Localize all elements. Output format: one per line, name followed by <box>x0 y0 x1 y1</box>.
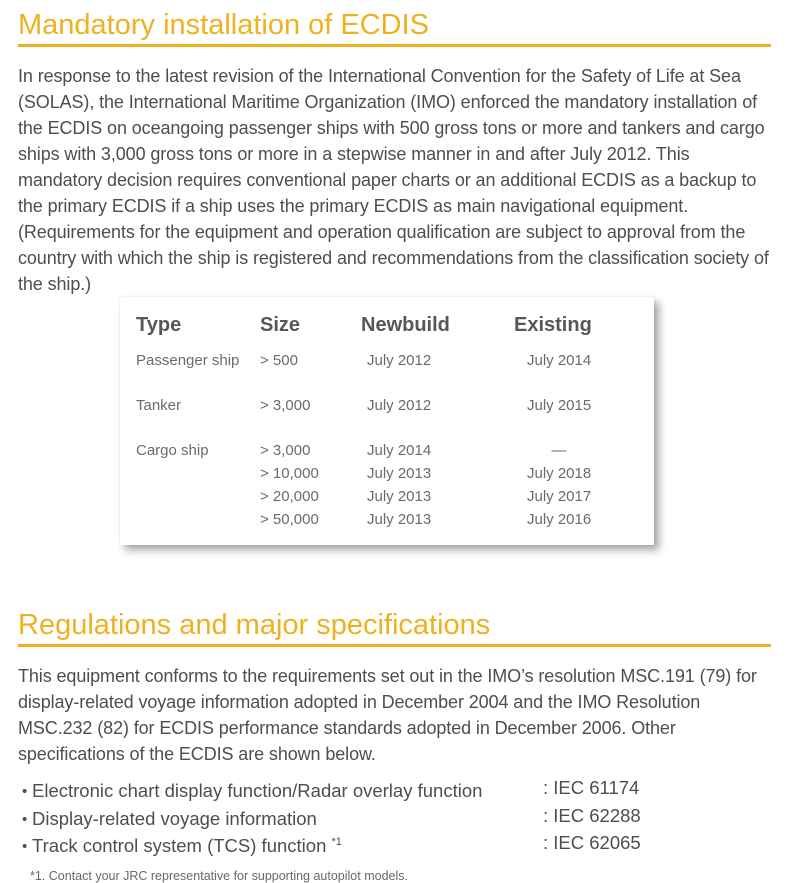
cell-type <box>136 462 260 485</box>
no-date-dash: — <box>551 442 567 459</box>
installation-schedule-card <box>120 297 654 545</box>
spec-label-text: Electronic chart display function/Radar overlay function <box>32 780 483 802</box>
cell-size: > 10,000 <box>260 465 319 482</box>
cell-type <box>136 508 260 531</box>
cell-existing: July 2016 <box>527 511 592 528</box>
bullet-marker: • <box>22 838 28 856</box>
cell-type: Cargo ship <box>136 442 209 459</box>
cell-existing: July 2014 <box>527 352 592 369</box>
mandatory-installation-paragraph: In response to the latest revision of the International Convention for the Safety of Life at Sea (SOLAS), the International Maritime Organization (IMO) enforced the mandatory installation of the ECDIS on oceangoing passenger ships with 500 gross tons or more and tankers and cargo ships with 3,000 gross tons or more in a stepwise manner in and after July 2012. This mandatory decision requires conventional paper charts or an additional ECDIS as a backup to the primary ECDIS if a ship uses the primary ECDIS as main navigational equipment. (Requirements for the equipment and operation qualification are subject to approval from the country with which the ship is registered and recommendations from the classification society of the ship.) <box>18 66 769 294</box>
table-row-cargo-ship-10000 <box>120 462 654 485</box>
table-row-cargo-ship-50000 <box>120 508 654 531</box>
section-title-mandatory-installation: Mandatory installation of ECDIS <box>18 8 771 47</box>
cell-size: > 50,000 <box>260 511 319 528</box>
table-row-cargo-ship-3000 <box>120 439 654 462</box>
bullet-marker: • <box>22 810 28 828</box>
cell-size: > 20,000 <box>260 488 319 505</box>
cell-newbuild: July 2013 <box>367 488 432 505</box>
cell-type: Passenger ship <box>136 352 240 369</box>
footnote-marker: *1 <box>331 836 342 849</box>
spec-standard-value: : IEC 62065 <box>543 832 641 854</box>
col-header-newbuild: Newbuild <box>361 314 450 336</box>
cell-existing: July 2015 <box>527 397 592 414</box>
cell-type <box>136 485 260 508</box>
cell-existing <box>527 439 654 462</box>
table-row-cargo-ship-20000 <box>120 485 654 508</box>
cell-existing: July 2017 <box>527 488 592 505</box>
spec-row-voyage-information <box>18 804 771 832</box>
schedule-table-header-row <box>120 297 654 337</box>
specifications-list <box>18 776 771 859</box>
col-header-size: Size <box>260 314 301 336</box>
cell-newbuild: July 2013 <box>367 511 432 528</box>
bullet-marker: • <box>22 783 28 801</box>
footnote-autopilot-models: *1. Contact your JRC representative for supporting autopilot models. <box>30 868 408 883</box>
col-header-type: Type <box>136 314 182 336</box>
table-row-tanker <box>120 394 654 417</box>
cell-newbuild: July 2012 <box>367 397 432 414</box>
cell-newbuild: July 2012 <box>367 352 432 369</box>
cell-newbuild: July 2014 <box>367 442 432 459</box>
spec-standard-value: : IEC 61174 <box>543 777 640 798</box>
cell-newbuild: July 2013 <box>367 465 432 482</box>
spec-label-text: Track control system (TCS) function <box>32 835 332 857</box>
cell-size: > 3,000 <box>260 442 311 459</box>
cell-size: > 500 <box>260 352 298 369</box>
spec-label-text: Display-related voyage information <box>32 807 317 829</box>
spec-row-track-control <box>18 831 771 859</box>
cell-size: > 3,000 <box>260 397 311 414</box>
spec-standard-value: : IEC 62288 <box>543 804 641 826</box>
col-header-existing: Existing <box>514 314 592 336</box>
regulations-paragraph: This equipment conforms to the requirements set out in the IMO’s resolution MSC.191 (79) for display-related voyage information adopted in December 2004 and the IMO Resolution MSC.232 (82) for ECDIS performance standards adopted in December 2006. Other specifications of the ECDIS are shown below. <box>18 666 757 764</box>
cell-existing: July 2018 <box>527 465 592 482</box>
section-title-regulations: Regulations and major specifications <box>18 608 771 647</box>
spec-row-chart-display <box>18 776 771 804</box>
table-row-passenger-ship <box>120 349 654 372</box>
cell-type: Tanker <box>136 397 182 414</box>
